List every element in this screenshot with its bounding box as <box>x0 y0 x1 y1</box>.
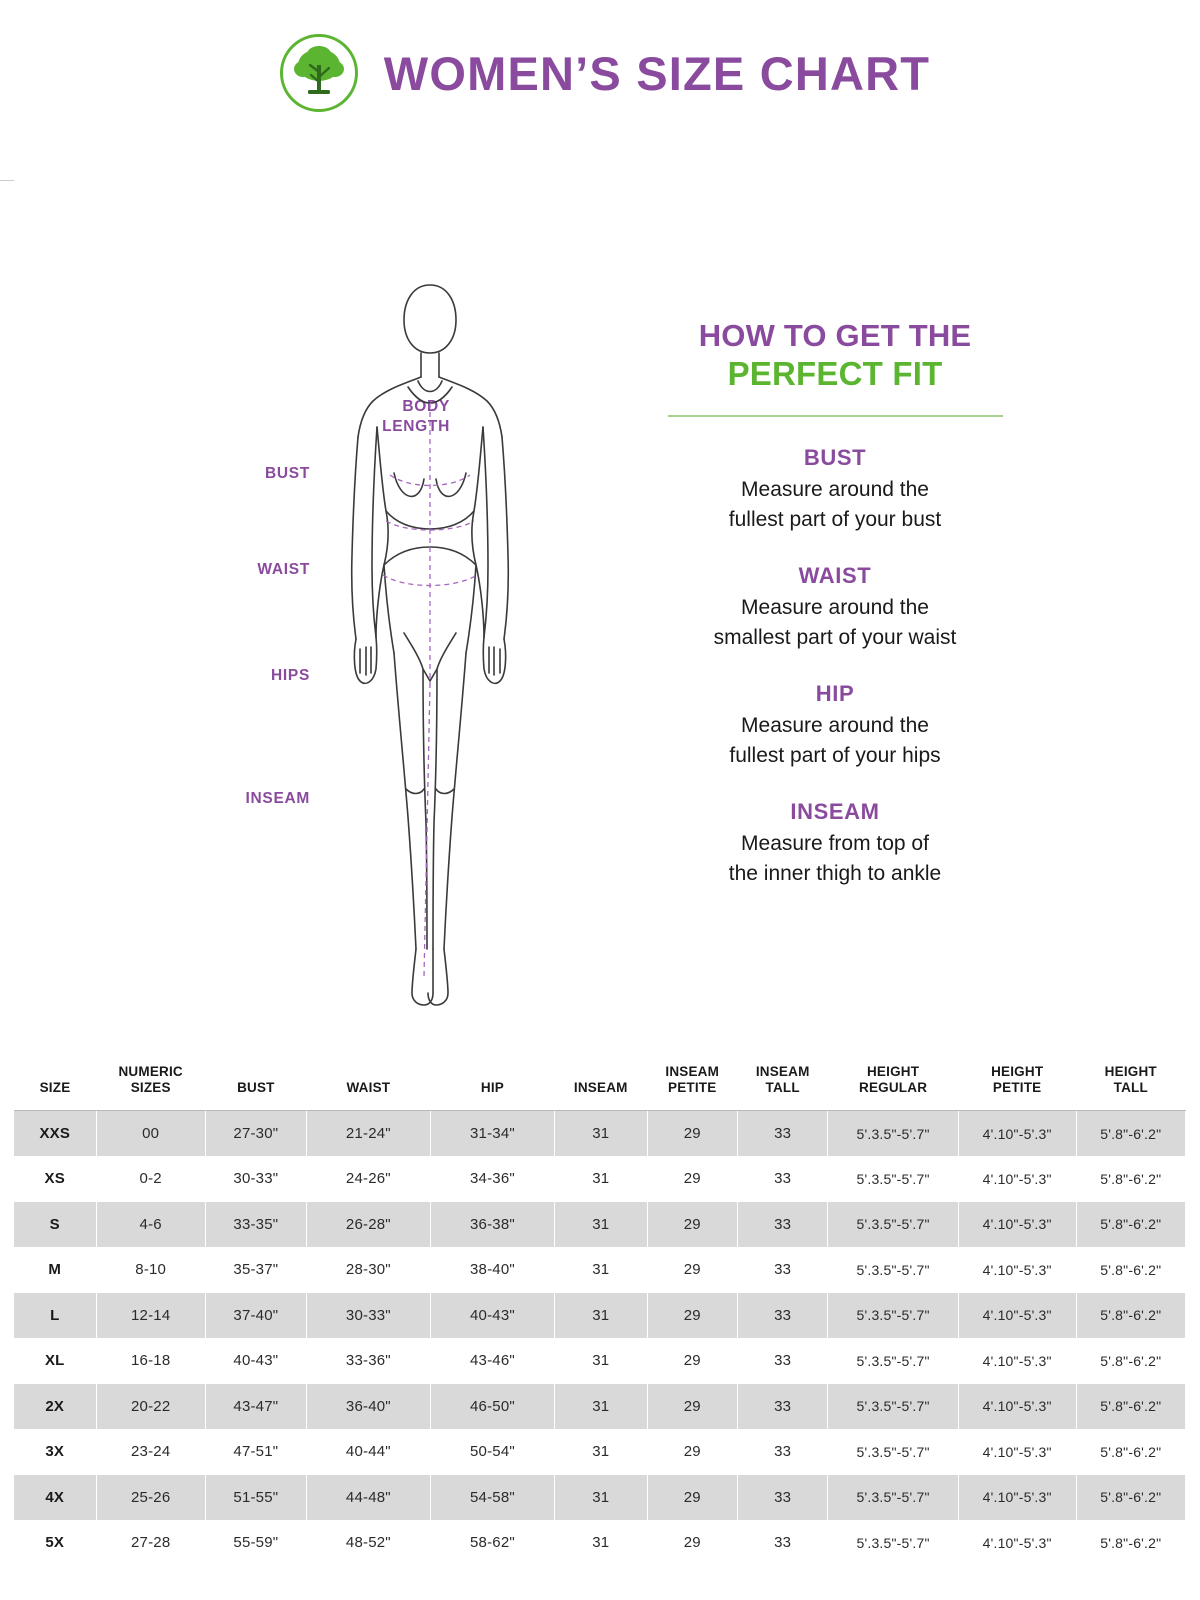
table-cell: 4'.10"-5'.3" <box>958 1293 1076 1339</box>
table-cell: 4'.10"-5'.3" <box>958 1247 1076 1293</box>
measure-instruction-hip <box>585 681 1085 771</box>
column-header-line1: HIP <box>480 1080 504 1095</box>
table-cell: 4'.10"-5'.3" <box>958 1111 1076 1157</box>
size-table-wrapper <box>14 1058 1186 1566</box>
measure-text-inseam-line2: the inner thigh to ankle <box>728 862 942 885</box>
table-cell: 29 <box>647 1111 737 1157</box>
measure-text-bust-line1: Measure around the <box>741 478 929 501</box>
measure-text-hip-line1: Measure around the <box>741 714 929 737</box>
table-cell: 5'.8"-6'.2" <box>1076 1247 1185 1293</box>
label-waist: WAIST <box>257 561 310 578</box>
measure-instruction-bust <box>585 445 1085 535</box>
measure-text-waist-line2: smallest part of your waist <box>713 626 957 649</box>
column-header-line1: INSEAM <box>755 1064 810 1079</box>
table-cell: 30-33" <box>205 1156 306 1202</box>
table-cell-size: 3X <box>14 1429 96 1475</box>
table-cell-size: XL <box>14 1338 96 1384</box>
label-body-length <box>170 397 450 435</box>
table-column-header <box>14 1058 96 1111</box>
table-cell: 33 <box>737 1202 827 1248</box>
illustration-and-instructions <box>0 112 1200 1012</box>
column-header-line2: SIZES <box>130 1080 171 1095</box>
table-column-header <box>430 1058 554 1111</box>
table-cell: 5'.3.5"-5'.7" <box>828 1202 958 1248</box>
table-column-header <box>306 1058 430 1111</box>
table-cell: 33 <box>737 1384 827 1430</box>
table-cell: 4'.10"-5'.3" <box>958 1475 1076 1521</box>
measure-text-inseam-line1: Measure from top of <box>741 832 929 855</box>
table-cell: 5'.3.5"-5'.7" <box>828 1429 958 1475</box>
table-cell: 47-51" <box>205 1429 306 1475</box>
table-row <box>14 1111 1186 1157</box>
column-header-line2: PETITE <box>992 1080 1042 1095</box>
table-cell: 31 <box>554 1475 647 1521</box>
table-cell: 58-62" <box>430 1520 554 1566</box>
table-cell: 31 <box>554 1338 647 1384</box>
table-column-header <box>958 1058 1076 1111</box>
table-cell: 30-33" <box>306 1293 430 1339</box>
table-cell: 29 <box>647 1202 737 1248</box>
table-cell: 50-54" <box>430 1429 554 1475</box>
table-header <box>14 1058 1186 1111</box>
table-cell: 55-59" <box>205 1520 306 1566</box>
table-cell: 8-10 <box>96 1247 205 1293</box>
table-cell: 5'.3.5"-5'.7" <box>828 1293 958 1339</box>
column-header-line1: HEIGHT <box>991 1064 1044 1079</box>
table-cell: 40-44" <box>306 1429 430 1475</box>
table-cell: 5'.8"-6'.2" <box>1076 1156 1185 1202</box>
table-cell: 4'.10"-5'.3" <box>958 1520 1076 1566</box>
table-cell: 46-50" <box>430 1384 554 1430</box>
table-body <box>14 1111 1186 1566</box>
table-cell: 5'.3.5"-5'.7" <box>828 1338 958 1384</box>
column-header-line2: TALL <box>1113 1080 1148 1095</box>
table-cell: 33-36" <box>306 1338 430 1384</box>
table-cell: 5'.8"-6'.2" <box>1076 1429 1185 1475</box>
table-cell: 44-48" <box>306 1475 430 1521</box>
table-cell: 31 <box>554 1293 647 1339</box>
measure-title-inseam: INSEAM <box>790 799 880 824</box>
column-header-line2: PETITE <box>668 1080 717 1095</box>
table-cell: 29 <box>647 1338 737 1384</box>
column-header-line1: INSEAM <box>573 1080 628 1095</box>
table-cell: 4'.10"-5'.3" <box>958 1202 1076 1248</box>
label-body-length-line1: BODY <box>402 398 450 415</box>
table-cell: 51-55" <box>205 1475 306 1521</box>
table-cell: 4-6 <box>96 1202 205 1248</box>
table-cell-size: 2X <box>14 1384 96 1430</box>
table-cell: 31 <box>554 1520 647 1566</box>
table-row <box>14 1247 1186 1293</box>
table-cell: 33 <box>737 1338 827 1384</box>
table-cell: 27-30" <box>205 1111 306 1157</box>
howto-heading-line1: HOW TO GET THE <box>698 318 972 353</box>
table-row <box>14 1520 1186 1566</box>
table-row <box>14 1293 1186 1339</box>
size-chart-table <box>14 1058 1186 1566</box>
table-cell: 33 <box>737 1429 827 1475</box>
page-title: WOMEN’S SIZE CHART <box>383 46 931 100</box>
table-cell: 29 <box>647 1384 737 1430</box>
table-cell: 5'.3.5"-5'.7" <box>828 1111 958 1157</box>
table-cell: 33 <box>737 1520 827 1566</box>
table-row <box>14 1429 1186 1475</box>
table-cell: 5'.3.5"-5'.7" <box>828 1520 958 1566</box>
table-cell: 34-36" <box>430 1156 554 1202</box>
label-bust: BUST <box>265 465 310 482</box>
table-cell: 35-37" <box>205 1247 306 1293</box>
table-cell: 4'.10"-5'.3" <box>958 1338 1076 1384</box>
column-header-line1: HEIGHT <box>1104 1064 1157 1079</box>
table-cell-size: XXS <box>14 1111 96 1157</box>
page-header <box>0 0 1200 112</box>
table-cell: 5'.8"-6'.2" <box>1076 1111 1185 1157</box>
column-header-line1: BUST <box>237 1080 275 1095</box>
table-cell: 33 <box>737 1156 827 1202</box>
column-header-line2: REGULAR <box>859 1080 928 1095</box>
column-header-line1: WAIST <box>346 1080 391 1095</box>
table-column-header <box>1076 1058 1185 1111</box>
table-cell-size: XS <box>14 1156 96 1202</box>
table-cell-size: 4X <box>14 1475 96 1521</box>
table-cell: 5'.3.5"-5'.7" <box>828 1384 958 1430</box>
table-cell: 29 <box>647 1475 737 1521</box>
table-cell: 29 <box>647 1156 737 1202</box>
table-row <box>14 1475 1186 1521</box>
howto-divider <box>668 415 1003 417</box>
table-cell: 31-34" <box>430 1111 554 1157</box>
table-cell-size: L <box>14 1293 96 1339</box>
measure-text-hip-line2: fullest part of your hips <box>729 744 941 767</box>
table-cell: 33 <box>737 1293 827 1339</box>
table-row <box>14 1156 1186 1202</box>
measure-instruction-inseam <box>585 799 1085 889</box>
table-cell: 33-35" <box>205 1202 306 1248</box>
how-to-get-perfect-fit <box>585 317 1085 889</box>
measure-title-bust: BUST <box>803 445 867 470</box>
table-cell: 23-24 <box>96 1429 205 1475</box>
table-cell: 31 <box>554 1429 647 1475</box>
table-column-header <box>737 1058 827 1111</box>
column-header-line1: HEIGHT <box>866 1064 920 1079</box>
table-cell: 37-40" <box>205 1293 306 1339</box>
table-cell: 12-14 <box>96 1293 205 1339</box>
tree-logo-icon <box>280 34 358 112</box>
column-header-line2: TALL <box>765 1080 800 1095</box>
table-column-header <box>96 1058 205 1111</box>
table-cell: 5'.8"-6'.2" <box>1076 1520 1185 1566</box>
table-cell: 4'.10"-5'.3" <box>958 1156 1076 1202</box>
table-cell: 36-38" <box>430 1202 554 1248</box>
measure-title-waist: WAIST <box>798 563 872 588</box>
table-cell: 24-26" <box>306 1156 430 1202</box>
female-body-outline-illustration <box>320 277 540 1017</box>
table-cell: 38-40" <box>430 1247 554 1293</box>
measure-instruction-waist <box>585 563 1085 653</box>
table-cell: 0-2 <box>96 1156 205 1202</box>
table-cell: 33 <box>737 1475 827 1521</box>
table-cell: 40-43" <box>205 1338 306 1384</box>
table-cell: 43-46" <box>430 1338 554 1384</box>
table-cell-size: M <box>14 1247 96 1293</box>
table-cell: 36-40" <box>306 1384 430 1430</box>
column-header-line1: NUMERIC <box>118 1064 183 1079</box>
table-column-header <box>647 1058 737 1111</box>
table-cell: 29 <box>647 1247 737 1293</box>
table-column-header <box>828 1058 958 1111</box>
measure-text-waist-line1: Measure around the <box>741 596 929 619</box>
label-body-length-line2: LENGTH <box>382 418 450 435</box>
column-header-line1: SIZE <box>39 1080 71 1095</box>
table-cell: 5'.3.5"-5'.7" <box>828 1247 958 1293</box>
table-cell: 29 <box>647 1429 737 1475</box>
table-cell: 31 <box>554 1247 647 1293</box>
table-cell: 48-52" <box>306 1520 430 1566</box>
table-cell: 5'.8"-6'.2" <box>1076 1338 1185 1384</box>
table-cell: 43-47" <box>205 1384 306 1430</box>
table-header-row <box>14 1058 1186 1111</box>
table-cell: 5'.3.5"-5'.7" <box>828 1156 958 1202</box>
table-cell: 27-28 <box>96 1520 205 1566</box>
table-cell: 5'.8"-6'.2" <box>1076 1384 1185 1430</box>
body-figure-block <box>180 152 540 1032</box>
table-cell: 33 <box>737 1111 827 1157</box>
table-row <box>14 1338 1186 1384</box>
table-cell: 29 <box>647 1293 737 1339</box>
table-cell: 00 <box>96 1111 205 1157</box>
table-cell: 5'.8"-6'.2" <box>1076 1202 1185 1248</box>
table-cell: 31 <box>554 1384 647 1430</box>
table-cell: 5'.8"-6'.2" <box>1076 1293 1185 1339</box>
table-cell: 31 <box>554 1156 647 1202</box>
measure-title-hip: HIP <box>815 681 855 706</box>
label-inseam: INSEAM <box>245 790 310 807</box>
table-cell: 5'.3.5"-5'.7" <box>828 1475 958 1521</box>
table-row <box>14 1384 1186 1430</box>
table-cell: 5'.8"-6'.2" <box>1076 1475 1185 1521</box>
column-header-line1: INSEAM <box>665 1064 720 1079</box>
table-cell: 20-22 <box>96 1384 205 1430</box>
table-cell: 26-28" <box>306 1202 430 1248</box>
table-cell: 29 <box>647 1520 737 1566</box>
table-cell: 16-18 <box>96 1338 205 1384</box>
table-cell: 21-24" <box>306 1111 430 1157</box>
table-column-header <box>205 1058 306 1111</box>
table-cell: 4'.10"-5'.3" <box>958 1429 1076 1475</box>
table-cell: 40-43" <box>430 1293 554 1339</box>
table-column-header <box>554 1058 647 1111</box>
measure-text-bust-line2: fullest part of your bust <box>728 508 942 531</box>
table-row <box>14 1202 1186 1248</box>
table-cell: 25-26 <box>96 1475 205 1521</box>
howto-heading-line2: PERFECT FIT <box>727 355 943 392</box>
table-cell: 31 <box>554 1202 647 1248</box>
table-cell: 4'.10"-5'.3" <box>958 1384 1076 1430</box>
table-cell: 28-30" <box>306 1247 430 1293</box>
table-cell: 31 <box>554 1111 647 1157</box>
table-cell-size: S <box>14 1202 96 1248</box>
label-hips: HIPS <box>271 667 310 684</box>
table-cell: 33 <box>737 1247 827 1293</box>
table-cell: 54-58" <box>430 1475 554 1521</box>
table-cell-size: 5X <box>14 1520 96 1566</box>
